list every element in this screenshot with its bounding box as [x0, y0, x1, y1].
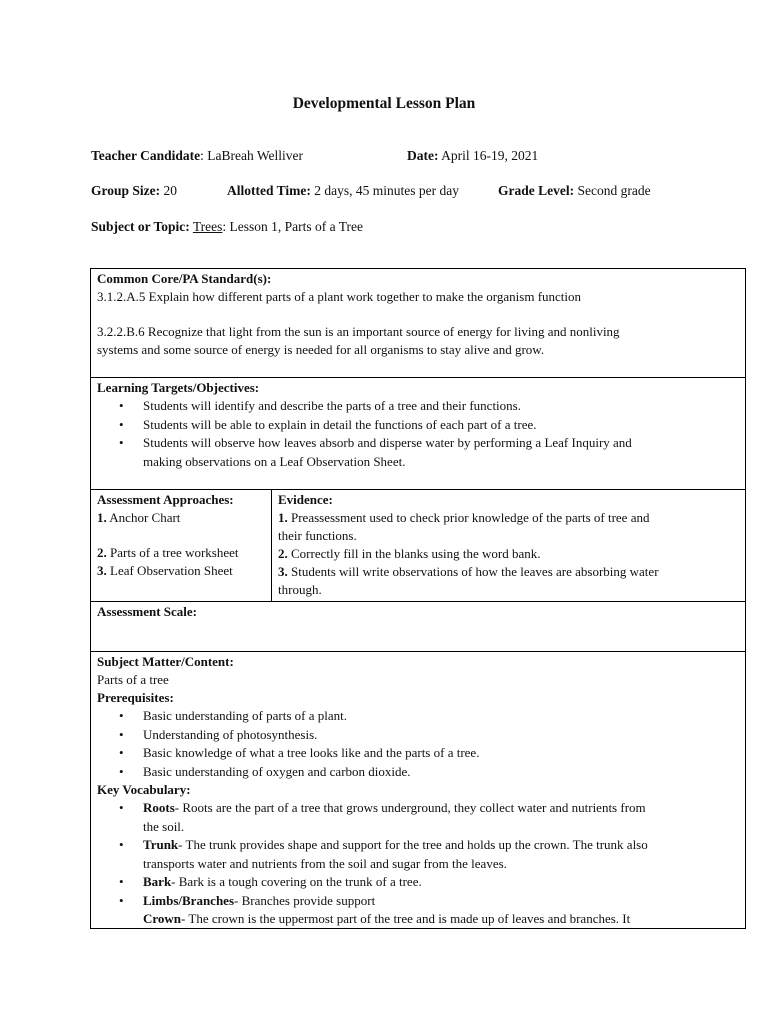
group-size-label: Group Size:	[91, 183, 161, 198]
list-item	[143, 910, 739, 928]
evidence-1-line-2: their functions.	[278, 528, 357, 543]
evidence-2	[278, 545, 739, 563]
list-item	[143, 892, 739, 911]
evidence-2-num: 2.	[278, 546, 288, 561]
approach-3-text: Leaf Observation Sheet	[110, 563, 233, 578]
teacher-label: Teacher Candidate	[91, 148, 201, 163]
standards-row	[91, 269, 746, 378]
assessment-scale-row	[91, 602, 746, 652]
content-title: Subject Matter/Content:	[97, 654, 234, 669]
targets-row	[91, 378, 746, 490]
evidence-3-line-1: Students will write observations of how the leaves are absorbing water	[291, 564, 659, 579]
vocab-def-roots-line-1: - Roots are the part of a tree that grows underground, they collect water and nutrients from	[174, 800, 646, 815]
evidence-3-line-2: through.	[278, 582, 322, 597]
teacher-line	[91, 148, 303, 164]
group-size-value: 20	[163, 183, 178, 198]
evidence-3	[278, 563, 739, 581]
list-item: • Students will be able to explain in detail the functions of each part of a tree.	[143, 416, 739, 435]
grade-line	[498, 183, 651, 199]
standards-title: Common Core/PA Standard(s):	[97, 271, 272, 286]
vocab-def-crown: - The crown is the uppermost part of the tree and is made up of leaves and branches. It	[181, 911, 631, 926]
date-line	[407, 148, 538, 164]
standard-1: 3.1.2.A.5 Explain how different parts of a plant work together to make the organism function	[97, 289, 582, 304]
evidence-3-num: 3.	[278, 564, 288, 579]
standard-2-line-2: systems and some source of energy is needed for all organisms to stay alive and grow.	[97, 342, 545, 357]
prerequisites-list	[97, 707, 739, 781]
subject-line	[91, 219, 363, 235]
list-item	[143, 873, 739, 892]
list-item	[143, 434, 739, 471]
vocab-def-roots-line-2: the soil.	[143, 818, 185, 834]
lesson-plan-table	[90, 268, 746, 929]
date-value: April 16-19, 2021	[441, 148, 539, 163]
vocabulary-title: Key Vocabulary:	[97, 782, 191, 797]
evidence-1-line-1: Preassessment used to check prior knowledge of the parts of tree and	[291, 510, 650, 525]
approach-1-num: 1.	[97, 510, 107, 525]
vocab-term-trunk: Trunk	[143, 837, 179, 852]
allotted-time-value: 2 days, 45 minutes per day	[314, 183, 459, 198]
subject-topic: Trees	[192, 219, 223, 234]
time-line	[227, 183, 459, 199]
evidence-1-num: 1.	[278, 510, 288, 525]
approach-3	[97, 562, 265, 580]
approach-1	[97, 509, 265, 527]
vocabulary-list	[97, 799, 739, 928]
vocab-term-bark: Bark	[143, 874, 172, 889]
target-3-line-1: • Students will observe how leaves absorb and disperse water by performing a Leaf Inquiry and	[143, 435, 632, 450]
approach-2	[97, 544, 265, 562]
vocab-def-bark: - Bark is a tough covering on the trunk of a tree.	[171, 874, 422, 889]
evidence-1	[278, 509, 739, 527]
page-title: Developmental Lesson Plan	[292, 95, 476, 112]
targets-title: Learning Targets/Objectives:	[97, 380, 260, 395]
evidence-title: Evidence:	[278, 492, 333, 507]
vocab-term-limbs: Limbs/Branches	[143, 892, 235, 908]
vocab-def-trunk-line-2: transports water and nutrients from the soil and sugar from the leaves.	[143, 855, 507, 871]
target-3-line-2: making observations on a Leaf Observation Sheet.	[143, 453, 406, 469]
grade-level-value: Second grade	[577, 183, 651, 198]
grade-level-label: Grade Level:	[498, 183, 575, 198]
vocab-def-trunk-line-1: - The trunk provides shape and support for the tree and holds up the crown. The trunk also	[178, 837, 648, 852]
list-item: • Students will identify and describe the parts of a tree and their functions.	[143, 397, 739, 416]
vocab-term-roots: Roots	[143, 800, 175, 815]
vocab-term-crown: Crown	[143, 911, 182, 926]
prerequisites-title: Prerequisites:	[97, 690, 174, 705]
assessment-scale-title: Assessment Scale:	[97, 604, 198, 619]
approach-1-text: Anchor Chart	[109, 510, 181, 525]
list-item: • Basic understanding of oxygen and carbon dioxide.	[143, 763, 739, 782]
list-item	[143, 799, 739, 836]
approach-2-text: Parts of a tree worksheet	[110, 545, 239, 560]
targets-list	[97, 397, 739, 471]
allotted-time-label: Allotted Time:	[227, 183, 311, 198]
list-item: • Basic understanding of parts of a plant.	[143, 707, 739, 726]
date-label: Date:	[407, 148, 439, 163]
subject-rest: : Lesson 1, Parts of a Tree	[222, 219, 364, 234]
teacher-value: : LaBreah Welliver	[200, 148, 304, 163]
subject-label: Subject or Topic:	[91, 219, 190, 234]
content-row	[91, 652, 746, 929]
assessment-row	[91, 490, 746, 602]
evidence-2-text: Correctly fill in the blanks using the word bank.	[291, 546, 541, 561]
approach-2-num: 2.	[97, 545, 107, 560]
list-item: • Understanding of photosynthesis.	[143, 726, 739, 745]
content-topic: Parts of a tree	[97, 672, 169, 687]
standard-2-line-1: 3.2.2.B.6 Recognize that light from the sun is an important source of energy for living and nonliving	[97, 324, 620, 339]
approaches-title: Assessment Approaches:	[97, 492, 234, 507]
list-item	[143, 836, 739, 873]
list-item: • Basic knowledge of what a tree looks like and the parts of a tree.	[143, 744, 739, 763]
vocab-def-limbs: - Branches provide support	[234, 892, 376, 908]
approach-3-num: 3.	[97, 563, 107, 578]
group-line	[91, 183, 177, 199]
